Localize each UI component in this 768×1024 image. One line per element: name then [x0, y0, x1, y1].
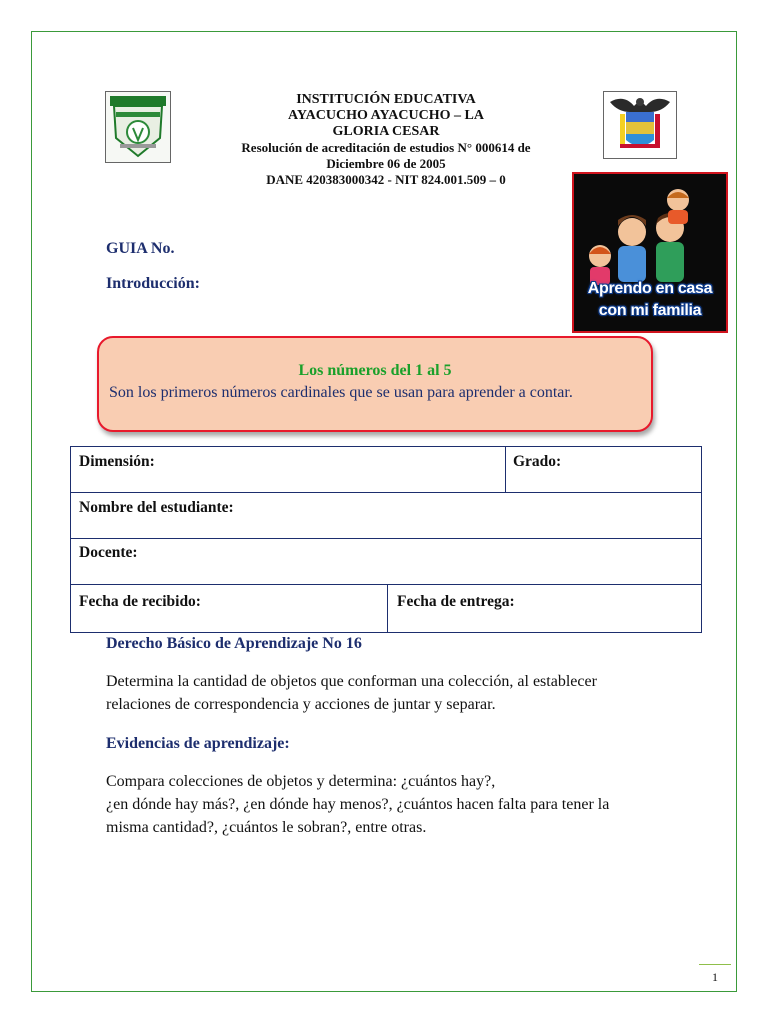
fecha-entrega-field[interactable]: Fecha de entrega: [397, 593, 515, 610]
header-line-1: INSTITUCIÓN EDUCATIVA [296, 92, 476, 107]
topic-callout [97, 336, 653, 432]
evidencias-line-3: misma cantidad?, ¿cuántos le sobran?, entre otras. [106, 819, 427, 836]
evidencias-title: Evidencias de aprendizaje: [106, 735, 290, 752]
evidencias-paragraph [106, 770, 676, 839]
dba-line-2: relaciones de correspondencia y acciones de juntar y separar. [106, 696, 496, 713]
docente-field[interactable]: Docente: [79, 544, 138, 561]
student-name-field[interactable]: Nombre del estudiante: [79, 499, 234, 516]
dimension-field[interactable]: Dimensión: [79, 453, 155, 470]
student-info-table [70, 446, 702, 633]
colombia-coat-of-arms-icon [603, 91, 677, 159]
header-line-2: AYACUCHO AYACUCHO – LA [288, 108, 484, 123]
grado-field[interactable]: Grado: [513, 453, 562, 470]
callout-title: Los números del 1 al 5 [298, 362, 452, 379]
dba-paragraph [106, 670, 676, 716]
fecha-recibido-field[interactable]: Fecha de recibido: [79, 593, 201, 610]
evidencias-line-2: ¿en dónde hay más?, ¿en dónde hay menos?, ¿cuántos hacen falta para tener la [106, 796, 610, 813]
school-crest-icon [105, 91, 171, 163]
intro-label: Introducción: [106, 275, 200, 292]
header-line-3: GLORIA CESAR [332, 124, 440, 139]
promo-line-1: Aprendo en casa [587, 280, 713, 297]
promo-line-2: con mi familia [598, 302, 702, 319]
header-line-5: Diciembre 06 de 2005 [326, 156, 446, 171]
dba-line-1: Determina la cantidad de objetos que conforman una colección, al establecer [106, 673, 597, 690]
guia-label: GUIA No. [106, 240, 175, 257]
evidencias-line-1: Compara colecciones de objetos y determina: ¿cuántos hay?, [106, 773, 496, 790]
page-number: 1 [699, 964, 731, 989]
institution-header [206, 92, 566, 188]
dba-title: Derecho Básico de Aprendizaje No 16 [106, 635, 362, 652]
header-line-6: DANE 420383000342 - NIT 824.001.509 – 0 [266, 172, 506, 187]
callout-text: Son los primeros números cardinales que se usan para aprender a contar. [109, 384, 573, 401]
aprendo-en-casa-banner [572, 172, 728, 333]
header-line-4: Resolución de acreditación de estudios N° 000614 de [241, 140, 531, 155]
